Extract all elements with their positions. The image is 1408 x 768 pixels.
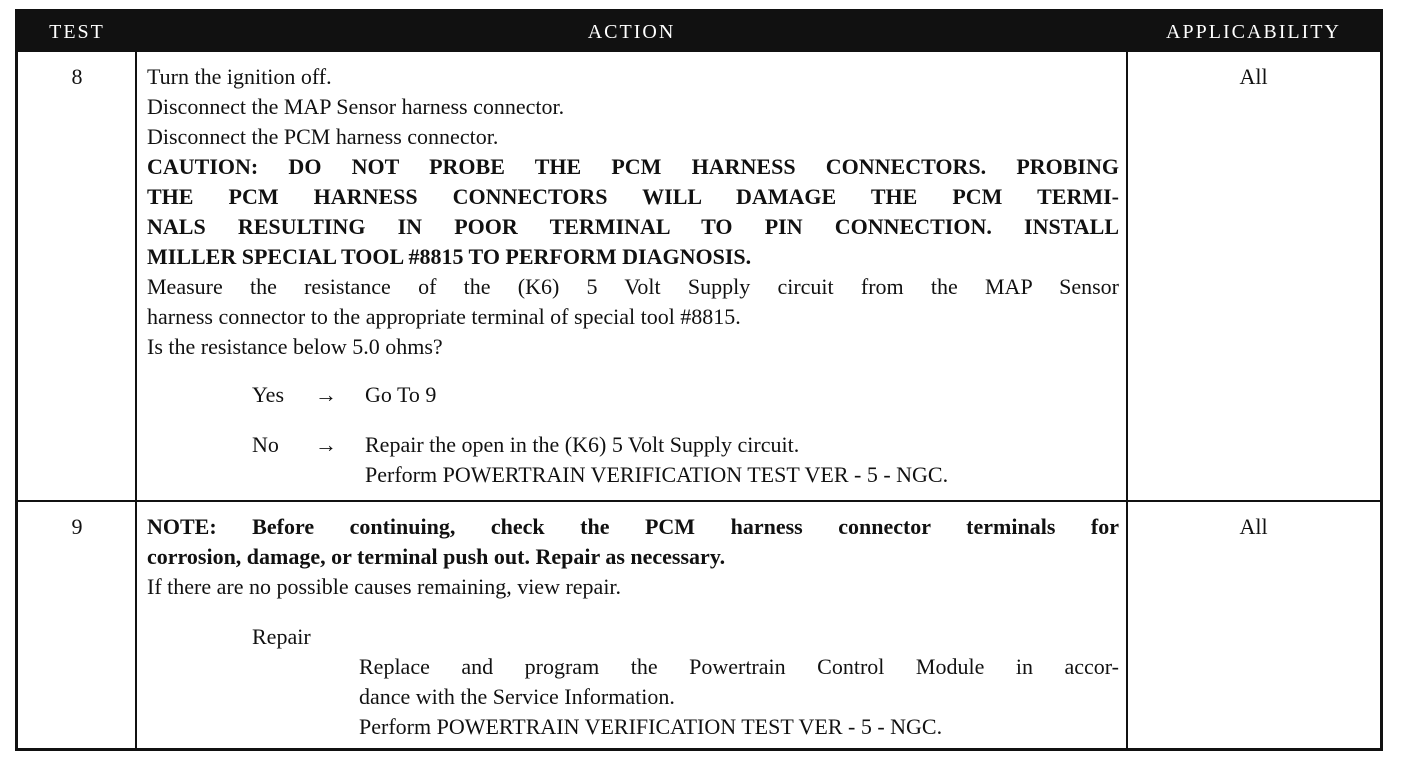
action-cell	[147, 512, 1119, 742]
header-applicability: APPLICABILITY	[1166, 21, 1341, 43]
outcome-label: Yes	[252, 382, 285, 407]
outcome-no	[147, 430, 1119, 490]
caution-text: NALS RESULTING IN POOR TERMINAL TO PIN CONNECTION. INSTALL	[147, 214, 1119, 239]
step-text: Disconnect the MAP Sensor harness connector.	[147, 94, 565, 119]
step-text: Disconnect the PCM harness connector.	[147, 124, 499, 149]
measure-text: harness connector to the appropriate terminal of special tool #8815.	[147, 304, 741, 329]
table-row-test-8	[18, 52, 1380, 500]
test-number: 9	[71, 514, 83, 539]
repair-text: Perform POWERTRAIN VERIFICATION TEST VER - 5 - NGC.	[359, 714, 943, 739]
outcome-text: Repair the open in the (K6) 5 Volt Supply circuit.	[365, 432, 800, 457]
repair-text: Replace and program the Powertrain Control Module in accor-	[359, 654, 1119, 679]
action-cell	[147, 62, 1119, 490]
arrow-right-icon: →	[315, 382, 337, 407]
outcome-label: No	[252, 432, 279, 457]
question-text: Is the resistance below 5.0 ohms?	[147, 334, 443, 359]
note-text: corrosion, damage, or terminal push out. Repair as necessary.	[147, 544, 726, 569]
outcome-yes	[147, 380, 1119, 410]
applicability-value: All	[1239, 64, 1268, 89]
header-test: TEST	[49, 21, 105, 43]
info-text: If there are no possible causes remaining, view repair.	[147, 574, 622, 599]
measure-text: Measure the resistance of the (K6) 5 Volt Supply circuit from the MAP Sensor	[147, 274, 1119, 299]
repair-label: Repair	[252, 624, 311, 649]
caution-text: MILLER SPECIAL TOOL #8815 TO PERFORM DIAGNOSIS.	[147, 244, 752, 269]
repair-text: dance with the Service Information.	[359, 684, 675, 709]
repair-instructions	[359, 652, 1119, 742]
outcome-text: Go To 9	[365, 382, 437, 407]
arrow-right-icon: →	[315, 432, 337, 457]
note-text: NOTE: Before continuing, check the PCM harness connector terminals for	[147, 514, 1119, 539]
test-number: 8	[71, 64, 83, 89]
table-header	[18, 12, 1380, 52]
header-action: ACTION	[587, 21, 676, 43]
diagnostic-table	[15, 9, 1383, 751]
caution-text: CAUTION: DO NOT PROBE THE PCM HARNESS CONNECTORS. PROBING	[147, 154, 1119, 179]
caution-text: THE PCM HARNESS CONNECTORS WILL DAMAGE THE PCM TERMI-	[147, 184, 1119, 209]
table-row-test-9	[18, 502, 1380, 748]
outcome-text: Perform POWERTRAIN VERIFICATION TEST VER - 5 - NGC.	[365, 462, 949, 487]
step-text: Turn the ignition off.	[147, 64, 332, 89]
applicability-value: All	[1239, 514, 1268, 539]
